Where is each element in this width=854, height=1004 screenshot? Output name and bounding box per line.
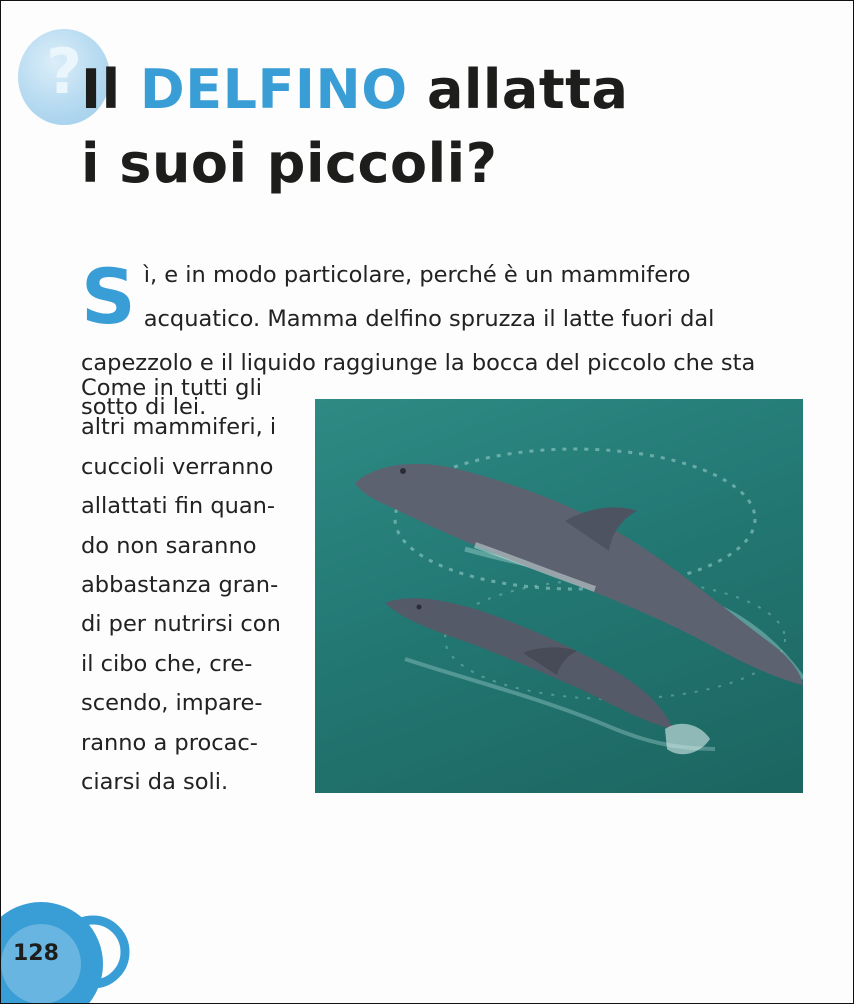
calf-dolphin-shape [385, 598, 673, 729]
dolphins-photo [315, 399, 803, 793]
adult-dolphin-eye [400, 468, 406, 474]
column-line: allattati fin quan- [81, 493, 276, 520]
column-line: abbastanza gran- [81, 572, 279, 599]
column-line: altri mammiferi, i [81, 414, 277, 441]
title-line-2: i suoi piccoli? [81, 132, 498, 195]
title-accent-word: DELFINO [139, 58, 408, 121]
page-title [81, 53, 628, 201]
column-line: di per nutrirsi con [81, 611, 281, 638]
column-line: do non saranno [81, 532, 257, 559]
column-line: ciarsi da soli. [81, 769, 229, 796]
page-number: 128 [13, 941, 59, 966]
drop-cap: S [81, 252, 136, 341]
column-line: scendo, impare- [81, 690, 263, 717]
question-mark-glyph: ? [46, 35, 82, 108]
column-line: Come in tutti gli [81, 375, 262, 401]
calf-dolphin-eye [417, 605, 422, 610]
adult-dolphin-shape [355, 464, 803, 685]
column-line: cuccioli verranno [81, 453, 274, 480]
column-line: ranno a procac- [81, 729, 258, 756]
title-word-il: Il [81, 58, 121, 121]
column-paragraph [81, 369, 296, 802]
dolphins-illustration [315, 399, 803, 793]
title-word-allatta: allatta [426, 58, 629, 121]
column-line: il cibo che, cre- [81, 650, 253, 677]
intro-text: ì, e in modo particolare, perché è un mammifero acquatico. Mamma delfino spruzza il latte fuori dal capezzolo e il liquido raggiunge la bocca del piccolo che sta sotto di lei. [81, 262, 756, 420]
